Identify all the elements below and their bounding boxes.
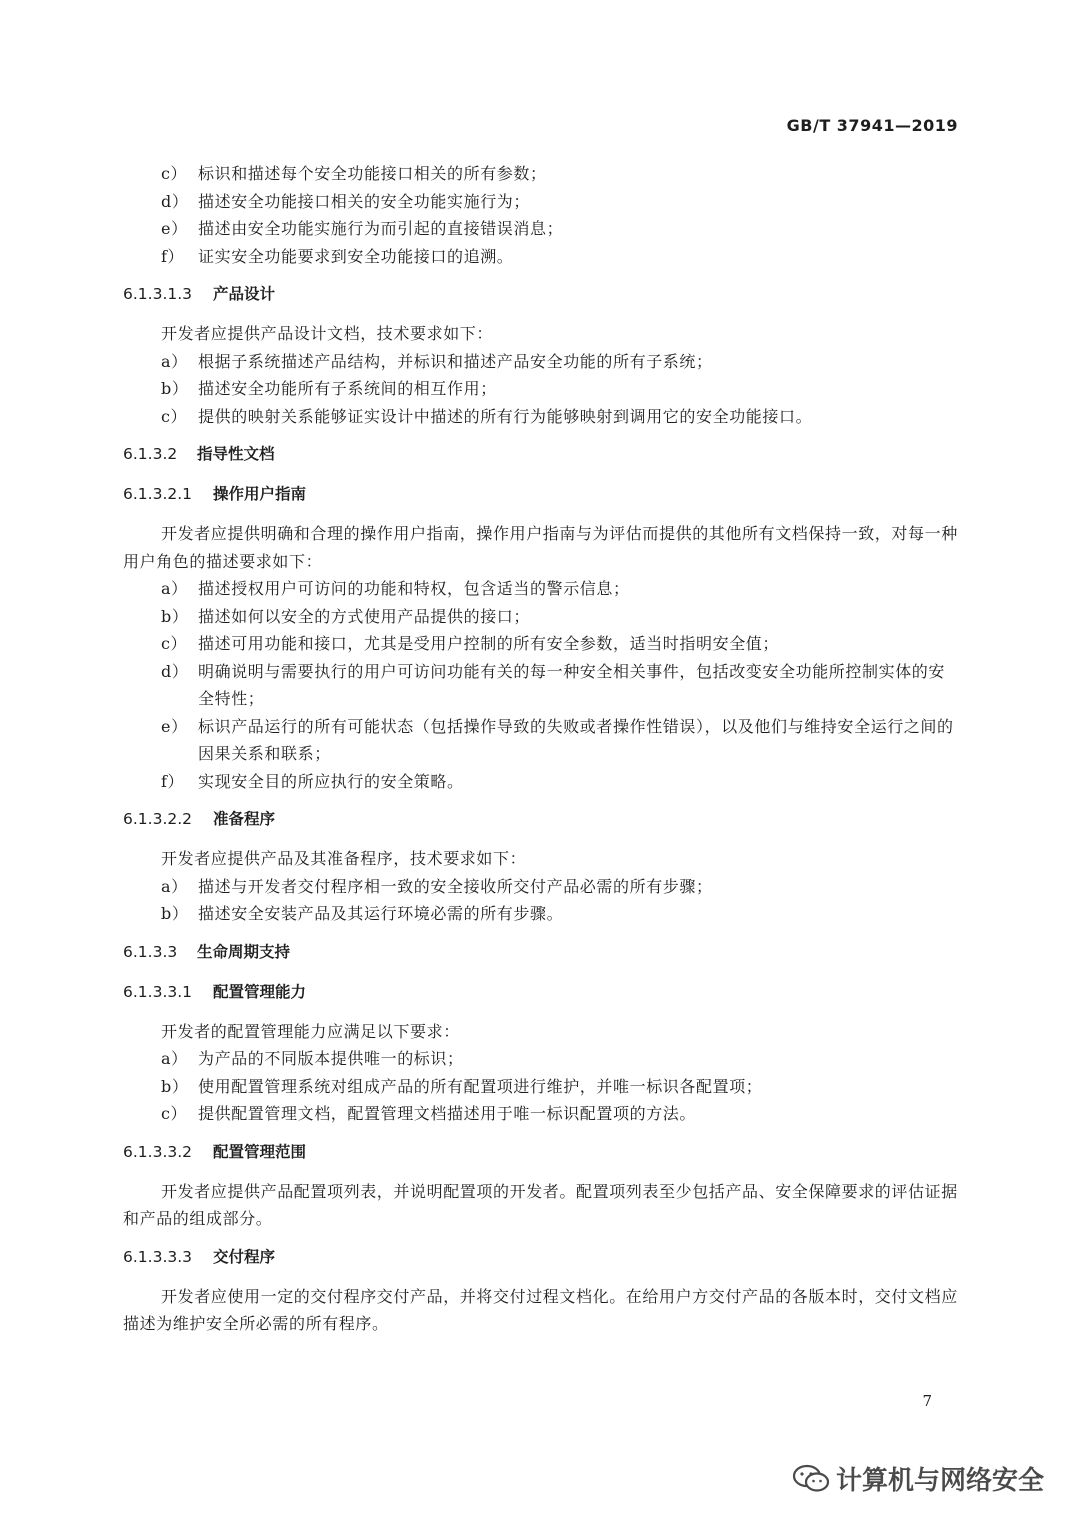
list-item (123, 1100, 958, 1128)
list-item (123, 243, 958, 271)
list-item (123, 900, 958, 928)
list-text: 证实安全功能要求到安全功能接口的追溯。 (198, 246, 514, 266)
list-text: 描述如何以安全的方式使用产品提供的接口； (198, 606, 531, 626)
list-marker: c） (161, 406, 188, 426)
list-item (123, 575, 958, 603)
section-number: 6.1.3.3.1 (123, 982, 193, 1001)
section-title: 操作用户指南 (213, 485, 307, 503)
list-text: 使用配置管理系统对组成产品的所有配置项进行维护，并唯一标识各配置项； (198, 1076, 763, 1096)
section-title: 准备程序 (213, 810, 276, 828)
list-marker: a） (161, 579, 188, 598)
list-item (123, 658, 958, 713)
list-marker: a） (161, 876, 188, 896)
list-text: 描述可用功能和接口，尤其是受用户控制的所有安全参数，适当时指明安全值； (198, 634, 780, 653)
paragraph: 开发者应提供明确和合理的操作用户指南，操作用户指南与为评估而提供的其他所有文档保持一致，对每一种用户角色的描述要求如下： (123, 524, 958, 571)
list-item (123, 1073, 958, 1101)
section-title: 指导性文档 (197, 445, 275, 463)
section-title: 生命周期支持 (197, 942, 291, 961)
section-number: 6.1.3.2 (123, 445, 178, 463)
list-marker: a） (161, 1049, 188, 1068)
list-item (123, 768, 958, 796)
paragraph: 开发者的配置管理能力应满足以下要求： (161, 1021, 460, 1041)
list-marker: b） (161, 904, 189, 923)
paragraph: 开发者应使用一定的交付程序交付产品，并将交付过程文档化。在给用户方交付产品的各版本时，交付文档应描述为维护安全所必需的所有程序。 (123, 1286, 958, 1333)
section-heading (123, 1243, 958, 1271)
list-text: 描述由安全功能实施行为而引起的直接错误消息； (198, 219, 564, 238)
section-heading (123, 805, 958, 833)
page-number: 7 (922, 1392, 932, 1410)
list-marker: e） (161, 716, 188, 736)
list-marker: b） (161, 379, 189, 398)
list-text: 标识产品运行的所有可能状态（包括操作导致的失败或者操作性错误），以及他们与维持安全运行之间的因果关系和联系； (198, 716, 954, 763)
list-text: 标识和描述每个安全功能接口相关的所有参数； (198, 164, 547, 183)
section-heading (123, 1138, 958, 1166)
list-item (123, 375, 958, 403)
paragraph: 开发者应提供产品及其准备程序，技术要求如下： (161, 849, 527, 868)
list-marker: c） (161, 1104, 188, 1123)
section-number: 6.1.3.1.3 (123, 285, 193, 303)
list-text: 描述与开发者交付程序相一致的安全接收所交付产品必需的所有步骤； (198, 876, 713, 896)
wechat-icon (792, 1464, 830, 1494)
watermark-text: 计算机与网络安全 (835, 1466, 1044, 1496)
list-text: 描述安全功能接口相关的安全功能实施行为； (198, 191, 531, 211)
list-item (123, 1045, 958, 1073)
list-item (123, 160, 958, 188)
list-marker: e） (161, 219, 188, 238)
list-marker: c） (161, 164, 188, 183)
list-text: 提供的映射关系能够证实设计中描述的所有行为能够映射到调用它的安全功能接口。 (198, 406, 813, 426)
list-text: 描述授权用户可访问的功能和特权，包含适当的警示信息； (198, 579, 630, 598)
section-title: 配置管理能力 (213, 982, 307, 1001)
list-marker: b） (161, 1076, 189, 1096)
list-text: 提供配置管理文档，配置管理文档描述用于唯一标识配置项的方法。 (198, 1104, 697, 1123)
watermark (792, 1460, 1044, 1497)
list-marker: a） (161, 351, 188, 371)
section-title: 产品设计 (213, 285, 276, 303)
list-marker: d） (161, 191, 189, 211)
list-item (123, 873, 958, 901)
list-marker: f） (161, 771, 185, 791)
section-number: 6.1.3.2.2 (123, 810, 193, 828)
list-marker: c） (161, 634, 188, 653)
section-number: 6.1.3.3.3 (123, 1247, 193, 1266)
section-number: 6.1.3.2.1 (123, 485, 193, 503)
section-heading (123, 480, 958, 508)
section-heading (123, 938, 958, 966)
list-text: 根据子系统描述产品结构，并标识和描述产品安全功能的所有子系统； (198, 351, 713, 371)
section-number: 6.1.3.3.2 (123, 1142, 193, 1161)
document-body (123, 160, 958, 1338)
list-text: 为产品的不同版本提供唯一的标识； (198, 1049, 464, 1068)
list-marker: d） (161, 661, 189, 681)
list-text: 实现安全目的所应执行的安全策略。 (198, 771, 464, 791)
list-item (123, 403, 958, 431)
list-marker: f） (161, 246, 185, 266)
section-heading (123, 440, 958, 468)
list-item (123, 630, 958, 658)
list-text: 描述安全功能所有子系统间的相互作用； (198, 379, 497, 398)
paragraph: 开发者应提供产品设计文档，技术要求如下： (161, 324, 494, 343)
list-item (123, 713, 958, 768)
standard-code: GB/T 37941—2019 (786, 116, 958, 135)
section-heading (123, 280, 958, 308)
section-title: 交付程序 (213, 1247, 276, 1266)
list-text: 描述安全安装产品及其运行环境必需的所有步骤。 (198, 904, 564, 923)
section-title: 配置管理范围 (213, 1142, 307, 1161)
list-item (123, 215, 958, 243)
paragraph: 开发者应提供产品配置项列表，并说明配置项的开发者。配置项列表至少包括产品、安全保障要求的评估证据和产品的组成部分。 (123, 1181, 958, 1228)
section-number: 6.1.3.3 (123, 942, 178, 961)
list-marker: b） (161, 606, 189, 626)
list-item (123, 603, 958, 631)
section-heading (123, 978, 958, 1006)
list-item (123, 348, 958, 376)
list-item (123, 188, 958, 216)
list-text: 明确说明与需要执行的用户可访问功能有关的每一种安全相关事件，包括改变安全功能所控制实体的安全特性； (198, 661, 946, 708)
